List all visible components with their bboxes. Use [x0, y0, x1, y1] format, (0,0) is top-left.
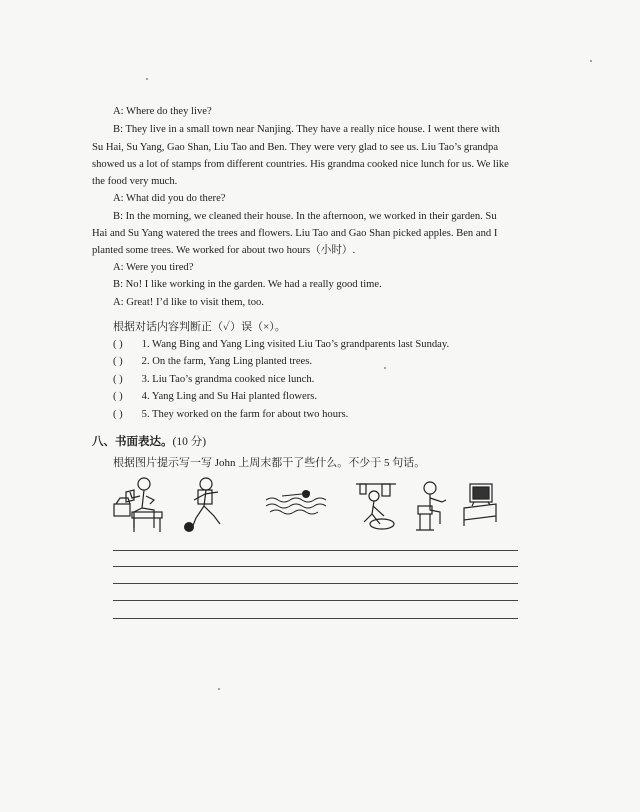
man-reading-icon — [110, 474, 166, 534]
washing-clothes-icon — [354, 478, 398, 534]
judge-item-text: 3. Liu Tao’s grandma cooked nice lunch. — [141, 374, 315, 385]
boy-playing-football-icon — [180, 476, 230, 534]
scan-speck — [218, 688, 220, 690]
writing-line[interactable] — [113, 566, 518, 567]
boy-studying-icon — [412, 478, 452, 534]
judge-item-text: 2. On the farm, Yang Ling planted trees. — [141, 356, 313, 367]
judge-item-text: 5. They worked on the farm for about two hours. — [141, 409, 349, 420]
answer-blank[interactable]: ( ) — [113, 356, 123, 367]
dialogue-line: B: No! I like working in the garden. We had a really good time. — [113, 279, 382, 290]
writing-line[interactable] — [113, 618, 518, 619]
section-score: (10 分) — [172, 436, 207, 448]
dialogue-line: A: Where do they live? — [113, 106, 212, 117]
dialogue-line: Su Hai, Su Yang, Gao Shan, Liu Tao and Ben. They were very glad to see us. Liu Tao’s grandpa — [92, 142, 499, 153]
scan-speck — [590, 60, 592, 62]
judge-item-4 — [113, 390, 317, 404]
dialogue-line: Hai and Su Yang watered the trees and flowers. Liu Tao and Gao Shan picked apples. Ben and I — [92, 228, 498, 239]
judge-instruction: 根据对话内容判断正（✓）误（×）。 — [113, 321, 286, 333]
judge-item-5 — [113, 408, 348, 422]
judge-item-text: 4. Yang Ling and Su Hai planted flowers. — [141, 391, 318, 402]
judge-item-1 — [113, 338, 449, 352]
swimming-icon — [262, 486, 332, 516]
scan-speck — [384, 367, 386, 369]
scan-speck — [146, 78, 148, 80]
dialogue-line: showed us a lot of stamps from different countries. His grandma cooked nice lunch for us. We like — [92, 159, 509, 170]
dialogue-line: the food very much. — [92, 176, 178, 187]
dialogue-line: A: Were you tired? — [113, 262, 194, 273]
judge-item-2 — [113, 355, 312, 369]
dialogue-line: B: They live in a small town near Nanjing. They have a really nice house. I went there with — [113, 124, 500, 135]
writing-line[interactable] — [113, 600, 518, 601]
answer-blank[interactable]: ( ) — [113, 391, 123, 402]
dialogue-line: B: In the morning, we cleaned their house. In the afternoon, we worked in their garden. Su — [113, 211, 497, 222]
watching-tv-icon — [460, 480, 500, 528]
answer-blank[interactable]: ( ) — [113, 409, 123, 420]
writing-line[interactable] — [113, 550, 518, 551]
dialogue-line: A: What did you do there? — [113, 193, 226, 204]
dialogue-line: planted some trees. We worked for about two hours（小时）. — [92, 245, 356, 256]
writing-instruction: 根据图片提示写一写 John 上周末都干了些什么。不少于 5 句话。 — [113, 457, 426, 469]
writing-line[interactable] — [113, 583, 518, 584]
answer-blank[interactable]: ( ) — [113, 374, 123, 385]
judge-item-3 — [113, 373, 314, 387]
dialogue-line: A: Great! I’d like to visit them, too. — [113, 297, 264, 308]
section-heading — [92, 435, 206, 449]
answer-blank[interactable]: ( ) — [113, 339, 123, 350]
judge-item-text: 1. Wang Bing and Yang Ling visited Liu Tao’s grandparents last Sunday. — [141, 339, 450, 350]
section-title: 八、书面表达。 — [92, 436, 173, 448]
